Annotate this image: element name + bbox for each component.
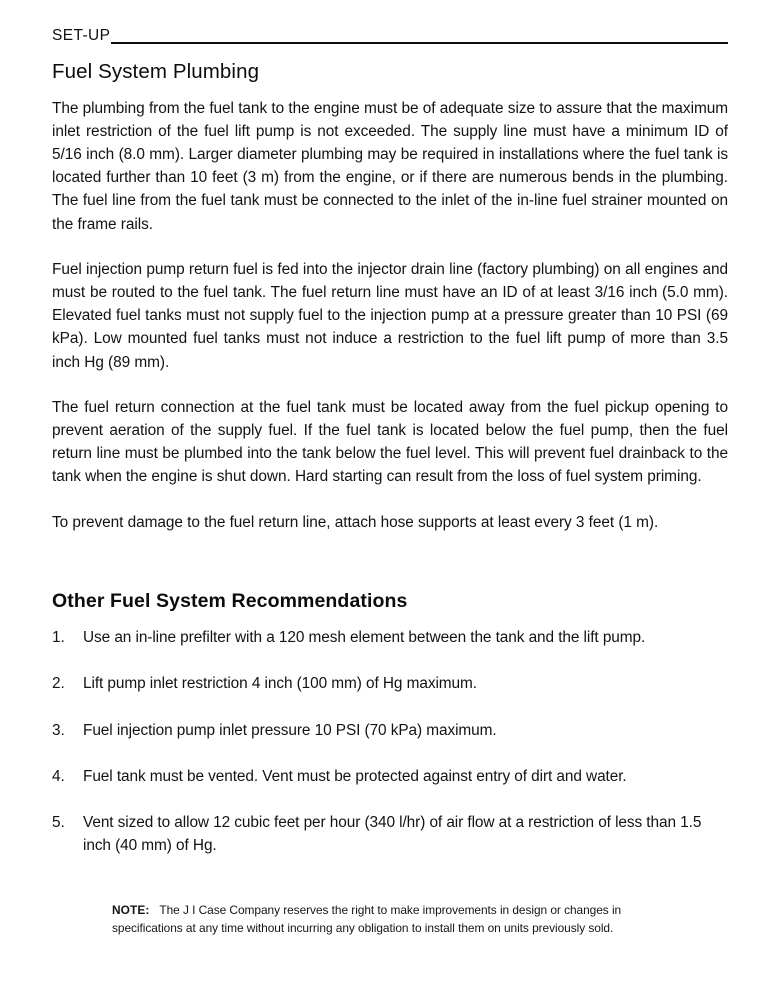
paragraph: To prevent damage to the fuel return line, attach hose supports at least every 3 feet (1 m). [52, 513, 659, 531]
list-item [52, 672, 728, 695]
paragraph: The fuel return connection at the fuel tank must be located away from the fuel pickup opening to prevent aeration of the supply fuel. If the fuel tank is located below the fuel pump, then the fuel return line must be plumbed into the tank below the fuel level. This will prevent fuel drainback to the tank when the engine is shut down. Hard starting can result from the loss of fuel system priming. [52, 398, 728, 486]
list-item [52, 626, 728, 649]
section-title-fuel-system-plumbing: Fuel System Plumbing [52, 60, 260, 83]
note-block [112, 902, 684, 937]
header-rule [111, 42, 728, 44]
list-item-number: 1. [52, 629, 65, 647]
list-item-number: 2. [52, 675, 65, 693]
list-item-number: 4. [52, 767, 65, 785]
paragraph: The plumbing from the fuel tank to the engine must be of adequate size to assure that the maximum inlet restriction of the fuel lift pump is not exceeded. The supply line must have a minimum ID of 5/16 inch (8.0 mm). Larger diameter plumbing may be required in installations where the fuel tank is located further than 10 feet (3 m) from the engine, or if there are numerous bends in the plumbing. The fuel line from the fuel tank must be connected to the inlet of the in-line fuel strainer mounted on the frame rails. [52, 99, 728, 233]
list-item-number: 5. [52, 814, 65, 832]
running-header [52, 28, 728, 45]
paragraph: Fuel injection pump return fuel is fed into the injector drain line (factory plumbing) on all engines and must be routed to the fuel tank. The fuel return line must have an ID of at least 3/16 inch (5.0 mm). Elevated fuel tanks must not supply fuel to the injection pump at a pressure greater than 10 PSI (69 kPa). Low mounted fuel tanks must not induce a restriction to the fuel lift pump of more than 3.5 inch Hg (89 mm). [52, 260, 728, 371]
section-spacer [52, 556, 728, 590]
list-item [52, 719, 728, 742]
list-item-text: Vent sized to allow 12 cubic feet per hour (340 l/hr) of air flow at a restriction of less than 1.5 inch (40 mm) of Hg. [83, 814, 702, 855]
list-item-text: Fuel injection pump inlet pressure 10 PSI (70 kPa) maximum. [83, 721, 497, 739]
section-title-other-fuel-system-recommendations: Other Fuel System Recommendations [52, 589, 408, 612]
list-item [52, 811, 728, 857]
note-label: NOTE: [112, 903, 157, 917]
note-text: The J I Case Company reserves the right to make improvements in design or changes in specifications at any time without incurring any obligation to install them on units previously sold. [112, 903, 622, 935]
list-item-number: 3. [52, 721, 65, 739]
header-label: SET-UP [52, 27, 111, 44]
document-body [52, 60, 728, 857]
list-item-text: Use an in-line prefilter with a 120 mesh element between the tank and the lift pump. [83, 629, 646, 647]
list-item-text: Fuel tank must be vented. Vent must be protected against entry of dirt and water. [83, 767, 627, 785]
recommendations-list [52, 626, 728, 857]
list-item [52, 765, 728, 788]
list-item-text: Lift pump inlet restriction 4 inch (100 mm) of Hg maximum. [83, 675, 477, 693]
